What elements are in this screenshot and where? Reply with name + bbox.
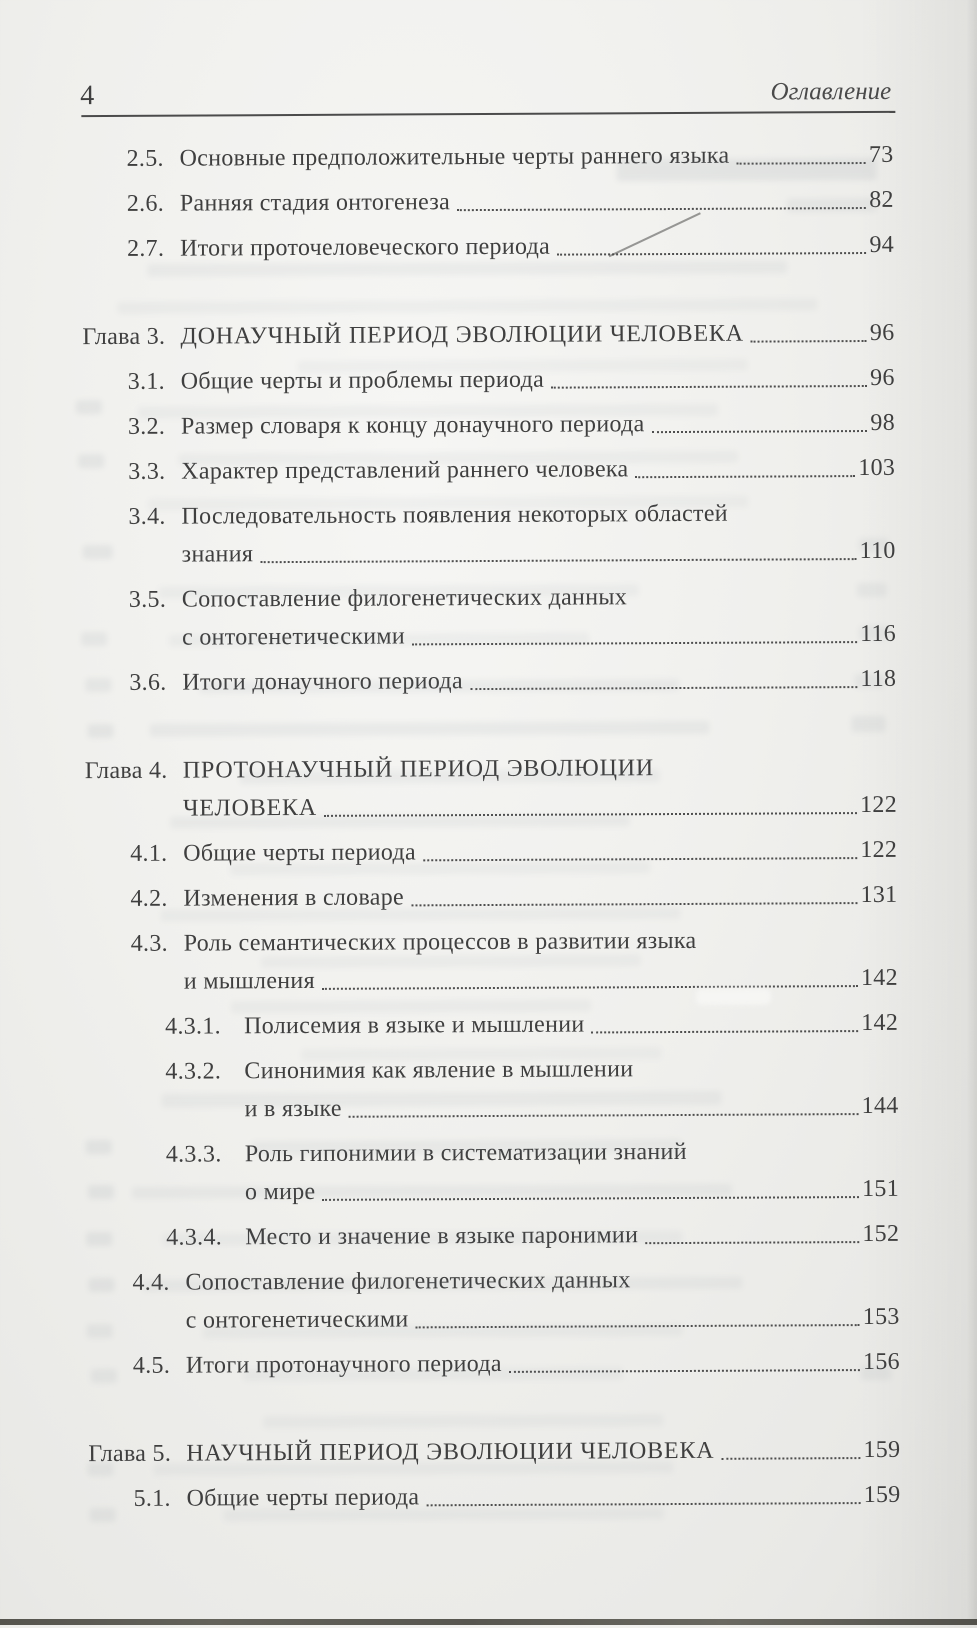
entry-number: 4.2. [130, 885, 168, 912]
entry-number: 3.4. [128, 503, 166, 530]
entry-title: Общие черты периода [183, 839, 417, 867]
entry-number: 4.5. [132, 1352, 171, 1379]
dot-leader [509, 1369, 860, 1373]
entry-page: 152 [862, 1220, 900, 1248]
entry-title: Роль семантических процессов в развитии языка [183, 927, 697, 957]
toc-entry [87, 1265, 899, 1298]
toc-entry [85, 753, 897, 786]
toc-entry [87, 1137, 899, 1170]
entry-number: 4.3.2. [165, 1058, 222, 1085]
entry-page: 142 [860, 964, 898, 992]
entry-number: 3.3. [128, 458, 166, 485]
dot-leader [645, 1241, 859, 1244]
entry-page: 116 [859, 620, 897, 648]
entry-title: о мире [244, 1178, 316, 1206]
entry-page: 82 [869, 186, 894, 213]
entry-page: 142 [861, 1009, 899, 1037]
dot-leader [557, 252, 866, 256]
entry-number: 4.4. [132, 1269, 170, 1296]
entry-page: 131 [860, 881, 898, 909]
entry-title: Роль гипонимии в систематизации знаний [244, 1138, 687, 1168]
dot-leader [324, 812, 857, 817]
entry-number: 3.6. [129, 669, 167, 696]
toc-entry [84, 582, 896, 615]
entry-number: Глава 4. [84, 757, 168, 785]
dot-leader [412, 641, 857, 645]
entry-page: 144 [861, 1092, 899, 1120]
toc-entry [85, 791, 897, 824]
entry-title: ЧЕЛОВЕКА [182, 794, 318, 822]
toc-entry [89, 1481, 901, 1514]
toc-entry [82, 186, 894, 219]
running-head-title: Оглавление [770, 77, 892, 106]
dot-leader [323, 1196, 860, 1201]
dot-leader [721, 1457, 860, 1460]
entry-number: 3.1. [127, 368, 166, 395]
entry-page: 94 [869, 231, 895, 258]
entry-number: 3.2. [127, 413, 166, 440]
entry-number: 4.3. [130, 930, 168, 957]
entry-page: 156 [862, 1348, 900, 1376]
entry-number: 5.1. [133, 1485, 171, 1512]
entry-title: знания [181, 541, 254, 568]
toc-entry [88, 1348, 900, 1381]
entry-title: ПРОТОНАУЧНЫЙ ПЕРИОД ЭВОЛЮЦИИ [182, 755, 655, 784]
dot-leader [423, 857, 857, 861]
toc-entry [83, 499, 895, 532]
dot-leader [470, 686, 857, 690]
entry-number: 2.5. [126, 145, 164, 172]
toc-entry [84, 620, 896, 653]
entry-title: Сопоставление филогенетических данных [185, 1267, 631, 1296]
entry-title: Общие черты и проблемы периода [180, 366, 545, 395]
entry-page: 98 [870, 409, 896, 436]
toc-entry [83, 409, 895, 442]
toc-entry [86, 926, 898, 959]
entry-number: 4.1. [130, 840, 168, 867]
page-number: 4 [80, 80, 95, 112]
entry-title: Сопоставление филогенетических данных [181, 584, 628, 613]
entry-page: 73 [868, 141, 894, 168]
entry-number: 2.7. [126, 235, 165, 262]
entry-title: Место и значение в языке паронимии [245, 1222, 639, 1251]
entry-page: 122 [860, 836, 898, 864]
toc-entry [85, 881, 897, 914]
dot-leader [457, 207, 866, 211]
entry-page: 159 [863, 1436, 901, 1464]
entry-page: 103 [858, 454, 896, 482]
dot-leader [411, 902, 858, 906]
entry-number: 4.3.4. [166, 1224, 223, 1251]
toc-entry [88, 1436, 900, 1469]
entry-number: 4.3.1. [165, 1013, 221, 1040]
entry-title: Общие черты периода [186, 1484, 420, 1512]
toc-entry [82, 231, 894, 264]
entry-page: 96 [870, 364, 895, 391]
dot-leader [751, 340, 867, 343]
toc-entry [86, 1009, 898, 1042]
dot-leader [416, 1324, 860, 1328]
entry-title: с онтогенетическими [182, 623, 406, 651]
entry-number: 4.3.3. [165, 1141, 222, 1168]
toc-entry [87, 1175, 899, 1208]
dot-leader [551, 385, 867, 389]
entry-title: ДОНАУЧНЫЙ ПЕРИОД ЭВОЛЮЦИИ ЧЕЛОВЕКА [180, 320, 744, 350]
entry-page: 153 [862, 1303, 900, 1331]
entry-title: Ранняя стадия онтогенеза [179, 189, 451, 217]
entry-number: 3.5. [128, 586, 167, 613]
entry-page: 159 [863, 1481, 901, 1509]
toc-entry [85, 836, 897, 869]
entry-title: Последовательность появления некоторых областей [181, 500, 728, 530]
toc-entry [84, 665, 896, 698]
toc-entry [86, 1054, 898, 1087]
toc [82, 141, 901, 1514]
entry-title: Итоги проточеловеческого периода [179, 233, 551, 262]
entry-title: Полисемия в языке и мышлении [244, 1011, 585, 1040]
dot-leader [592, 1030, 859, 1033]
entry-title: и мышления [183, 967, 315, 995]
dot-leader [736, 162, 866, 165]
entry-title: Характер представлений раннего человека [181, 456, 629, 485]
entry-title: Синонимия как явление в мышлении [244, 1056, 634, 1085]
entry-page: 151 [862, 1175, 900, 1203]
dot-leader [635, 475, 855, 478]
toc-entry [87, 1220, 899, 1253]
entry-title: НАУЧНЫЙ ПЕРИОД ЭВОЛЮЦИИ ЧЕЛОВЕКА [186, 1437, 715, 1467]
scan-bottom-edge [0, 1619, 977, 1625]
entry-number: 2.6. [126, 190, 165, 217]
entry-title: Итоги донаучного периода [182, 668, 463, 696]
entry-title: Основные предположительные черты раннего языка [179, 142, 730, 172]
entry-title: Изменения в словаре [183, 884, 405, 912]
toc-entry [84, 537, 896, 570]
entry-title: с онтогенетическими [185, 1306, 409, 1334]
entry-title: Размер словаря к концу донаучного периода [180, 411, 645, 440]
entry-number: Глава 3. [82, 323, 166, 351]
entry-title: Итоги протонаучного периода [185, 1350, 502, 1379]
toc-entry [82, 319, 894, 352]
toc-entry [86, 1092, 898, 1125]
toc-entry [88, 1303, 900, 1336]
showthrough-artifacts [0, 0, 973, 3]
dot-leader [652, 430, 868, 433]
entry-page: 122 [859, 791, 898, 819]
toc-entry [86, 964, 898, 997]
entry-page: 96 [869, 319, 895, 346]
entry-page: 118 [860, 665, 897, 693]
toc-entry [82, 141, 894, 174]
dot-leader [322, 985, 858, 990]
dot-leader [349, 1113, 859, 1118]
entry-number: Глава 5. [88, 1440, 172, 1468]
header-rule [81, 111, 895, 117]
dot-leader [260, 558, 856, 563]
toc-entry [83, 454, 895, 487]
entry-title: и в языке [244, 1095, 342, 1123]
dot-leader [426, 1502, 860, 1506]
toc-entry [83, 364, 895, 397]
entry-page: 110 [859, 537, 896, 565]
